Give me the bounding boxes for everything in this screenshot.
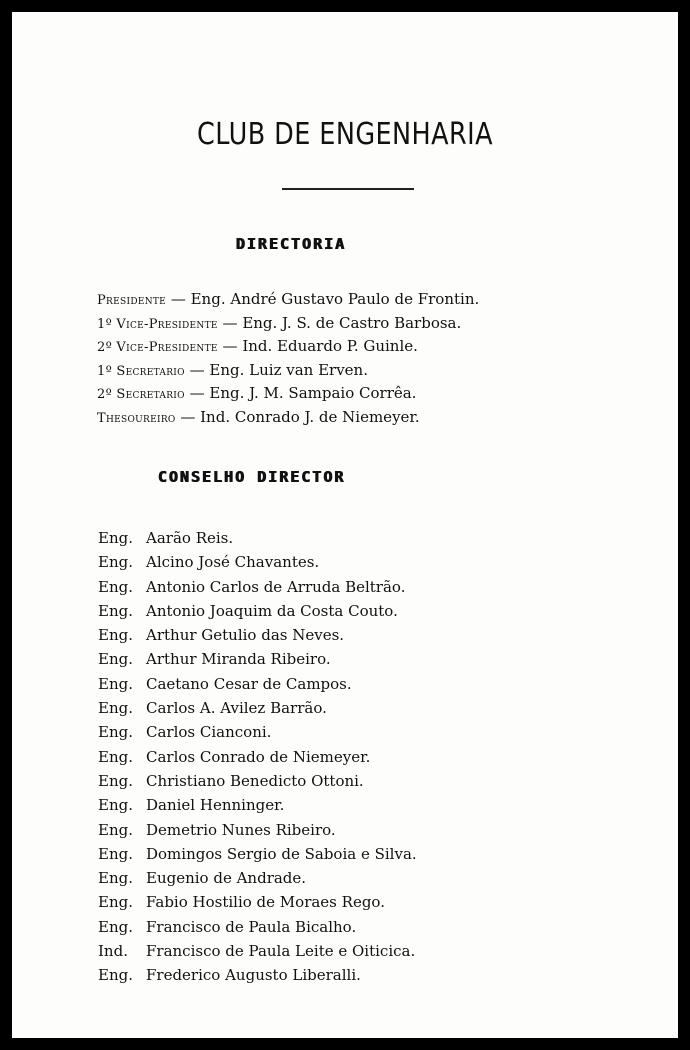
member-name: Carlos Cianconi. [146, 723, 272, 742]
council-member [98, 939, 417, 963]
member-prefix: Eng. [98, 844, 133, 863]
officer-separator: — [217, 313, 243, 332]
council-member [98, 672, 417, 696]
member-name: Domingos Sergio de Saboia e Silva. [146, 844, 417, 863]
member-name: Frederico Augusto Liberalli. [146, 966, 361, 985]
officer-entry [97, 406, 479, 430]
officer-entry [97, 382, 479, 406]
council-member [98, 647, 417, 671]
member-prefix: Eng. [98, 553, 133, 572]
member-name: Carlos A. Avilez Barrão. [146, 699, 327, 718]
member-prefix: Eng. [98, 601, 133, 620]
member-name: Francisco de Paula Bicalho. [146, 917, 357, 936]
council-member [98, 866, 417, 890]
officer-entry [97, 335, 479, 359]
officer-entry [97, 288, 479, 312]
council-member [98, 890, 417, 914]
member-name: Arthur Getulio das Neves. [146, 626, 345, 645]
council-member [98, 696, 417, 720]
member-name: Eugenio de Andrade. [146, 869, 307, 888]
member-prefix: Eng. [98, 869, 133, 888]
member-name: Fabio Hostilio de Moraes Rego. [146, 893, 385, 912]
document-page [12, 12, 678, 1038]
member-name: Arthur Miranda Ribeiro. [146, 650, 331, 669]
member-prefix: Eng. [98, 529, 133, 547]
officer-entry [97, 312, 479, 336]
member-prefix: Eng. [98, 796, 133, 815]
officer-separator: — [166, 290, 191, 308]
member-prefix: Eng. [98, 820, 133, 839]
officer-separator: — [184, 384, 210, 402]
council-member [98, 842, 417, 866]
officer-role: 2º Secretario [97, 387, 185, 402]
member-name: Antonio Joaquim da Costa Couto. [146, 601, 398, 620]
council-member [98, 963, 417, 987]
directoria-heading: DIRECTORIA [236, 235, 347, 253]
member-name: Antonio Carlos de Arruda Beltrão. [146, 577, 406, 596]
member-name: Demetrio Nunes Ribeiro. [146, 820, 336, 839]
officer-separator: — [217, 337, 243, 355]
council-member [98, 599, 417, 623]
council-member [98, 720, 417, 744]
council-member [98, 526, 417, 550]
officer-separator: — [184, 360, 210, 379]
officer-name: Eng. Luiz van Erven. [209, 360, 368, 379]
council-member [98, 575, 417, 599]
officer-name: Ind. Eduardo P. Guinle. [242, 337, 418, 355]
member-prefix: Eng. [98, 626, 133, 645]
member-prefix: Eng. [98, 917, 133, 936]
council-member [98, 818, 417, 842]
council-member [98, 550, 417, 574]
council-list [98, 526, 417, 988]
council-member [98, 793, 417, 817]
page-title: CLUB DE ENGENHARIA [197, 117, 493, 152]
member-name: Aarão Reis. [146, 529, 234, 547]
officer-name: Eng. J. S. de Castro Barbosa. [242, 313, 462, 332]
council-member [98, 745, 417, 769]
member-name: Caetano Cesar de Campos. [146, 674, 352, 693]
member-prefix: Eng. [98, 747, 133, 766]
officer-entry [97, 359, 479, 383]
officer-role: 1º Secretario [97, 363, 185, 379]
member-prefix: Eng. [98, 650, 133, 669]
officer-separator: — [175, 407, 201, 426]
member-prefix: Eng. [98, 723, 133, 742]
council-member [98, 623, 417, 647]
member-prefix: Eng. [98, 893, 133, 912]
officer-name: Eng. J. M. Sampaio Corrêa. [209, 384, 417, 402]
member-prefix: Eng. [98, 577, 133, 596]
officers-list [97, 288, 479, 429]
officer-role: 1º Vice-Presidente [97, 316, 218, 332]
conselho-heading: CONSELHO DIRECTOR [158, 468, 346, 486]
officer-role: Thesoureiro [97, 410, 176, 426]
title-rule [282, 188, 414, 190]
officer-role: Presidente [97, 293, 167, 308]
member-name: Daniel Henninger. [146, 796, 285, 815]
council-member [98, 769, 417, 793]
member-name: Alcino José Chavantes. [146, 553, 320, 572]
member-prefix: Eng. [98, 699, 133, 718]
member-name: Carlos Conrado de Niemeyer. [146, 747, 371, 766]
council-member [98, 915, 417, 939]
member-prefix: Eng. [98, 966, 133, 985]
officer-name: Ind. Conrado J. de Niemeyer. [200, 407, 420, 426]
member-name: Christiano Benedicto Ottoni. [146, 771, 364, 790]
member-prefix: Eng. [98, 771, 133, 790]
member-name: Francisco de Paula Leite e Oiticica. [146, 942, 416, 961]
officer-name: Eng. André Gustavo Paulo de Frontin. [190, 290, 480, 308]
officer-role: 2º Vice-Presidente [97, 340, 218, 355]
member-prefix: Eng. [98, 674, 133, 693]
member-prefix: Ind. [98, 942, 128, 961]
